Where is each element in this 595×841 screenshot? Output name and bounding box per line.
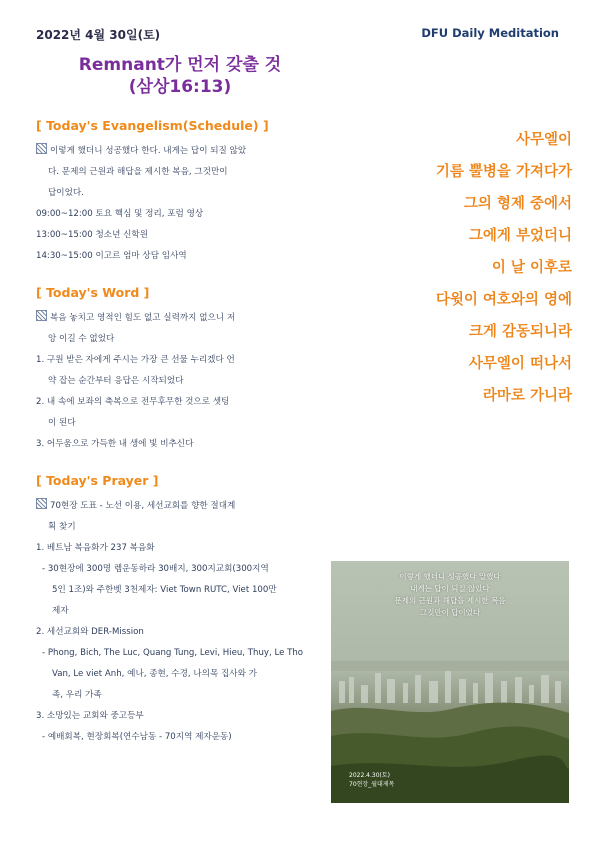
schedule-item: 09:00~12:00 토요 핵심 및 정리, 포럼 영상: [36, 209, 204, 219]
word-item: 이 된다: [48, 418, 76, 428]
poem-line: 라마로 가니라: [482, 388, 572, 404]
prayer-subitem: 제자: [52, 606, 69, 616]
poem-line: 사무엘이: [515, 132, 572, 148]
hatched-box-icon: [36, 143, 47, 154]
photo-caption-line: 내게는 답이 되질 않았다: [410, 584, 490, 593]
poem-line: 사무엘이 떠나서: [468, 356, 572, 372]
photo-caption-line: 이렇게 했더니 성공했다 말했다: [399, 572, 501, 581]
poem-line: 크게 감동되니라: [468, 324, 572, 340]
photo-caption-line: 문제의 근원과 해답을 제시한 복음: [394, 596, 506, 605]
photo-stamp-date: 2022.4.30(토): [349, 772, 391, 779]
page-title: [40, 54, 320, 98]
prayer-intro-line: 획 찾기: [48, 522, 76, 532]
header-date: 2022년 4월 30일(토): [36, 28, 161, 42]
header-brand: DFU Daily Meditation: [421, 26, 559, 40]
evangelism-intro-text: 이렇게 했더니 성공했다 한다. 내게는 답이 되질 않았: [50, 146, 247, 156]
hatched-box-icon: [36, 310, 47, 321]
hatched-box-icon: [36, 498, 47, 509]
word-intro-line: [36, 308, 298, 329]
word-item: 2. 내 속에 보좌의 축복으로 전무후무한 것으로 셋팅: [36, 397, 230, 407]
prayer-subitem: - 예배회복, 현장회복(연수남동 - 70지역 제자운동): [42, 732, 232, 742]
prayer-subitem: 족, 우리 가족: [52, 690, 102, 700]
word-item: 약 잡는 순간부터 응답은 시작되었다: [48, 376, 184, 386]
poem-line: 그의 형제 중에서: [463, 196, 572, 212]
prayer-intro-line: [36, 496, 298, 517]
evangelism-intro-line: 다. 문제의 근원과 해답을 제시한 복음, 그것만이: [48, 167, 228, 177]
schedule-item: 14:30~15:00 이고르 엄마 상담 임사역: [36, 251, 187, 261]
prayer-subitem: - Phong, Bich, The Luc, Quang Tung, Levi, Hieu, Thuy, Le Tho: [42, 648, 304, 658]
prayer-item: 2. 세선교회와 DER-Mission: [36, 627, 144, 637]
city-photo: [331, 561, 569, 803]
word-item: 1. 구원 받은 자에게 주시는 가장 큰 선물 누리겠다 언: [36, 355, 235, 365]
schedule-item: 13:00~15:00 청소년 신학원: [36, 230, 149, 240]
word-intro-text: 복음 놓치고 영적인 힘도 없고 실력까지 없으니 저: [50, 313, 236, 323]
word-item: 3. 어두움으로 가득한 내 생에 빛 비추신다: [36, 439, 194, 449]
photo-caption-line: 그것만이 답이었다: [419, 608, 481, 617]
evangelism-intro-line: 답이었다.: [48, 188, 84, 198]
prayer-item: 1. 베트남 복음화가 237 복음화: [36, 543, 155, 553]
title-line-2: (삼상16:13): [128, 77, 232, 97]
poem-line: 기름 뿔병을 가져다가: [435, 164, 572, 180]
poem-line: 이 날 이후로: [491, 260, 572, 276]
prayer-heading: [ Today's Prayer ]: [36, 473, 159, 488]
photo-stamp: [349, 771, 394, 789]
title-line-1: Remnant가 먼저 갖출 것: [78, 55, 282, 75]
evangelism-intro-line: [36, 141, 298, 162]
left-column: [36, 118, 304, 748]
photo-caption: [331, 571, 569, 619]
prayer-intro-text: 70현장 도표 - 노선 이용, 세선교회를 향한 절대계: [50, 501, 236, 511]
scripture-poem: [372, 124, 572, 412]
word-intro-line: 앙 이길 수 없었다: [48, 334, 115, 344]
photo-stamp-label: 70현장_월대제목: [349, 781, 395, 788]
poem-line: 다윗이 여호와의 영에: [435, 292, 572, 308]
word-heading: [ Today's Word ]: [36, 285, 150, 300]
evangelism-heading: [ Today's Evangelism(Schedule) ]: [36, 118, 269, 133]
prayer-subitem: - 30현장에 300명 렘운동하라 30배지, 300지교회(300지역: [42, 564, 269, 574]
poem-line: 그에게 부었더니: [468, 228, 572, 244]
prayer-subitem: 5인 1조)와 주한벳 3천제자: Viet Town RUTC, Viet 100만: [52, 585, 277, 595]
prayer-item: 3. 소망있는 교회와 중고등부: [36, 711, 144, 721]
prayer-subitem: Van, Le viet Anh, 예나, 종현, 수경, 나의목 집사와 가: [52, 669, 257, 679]
